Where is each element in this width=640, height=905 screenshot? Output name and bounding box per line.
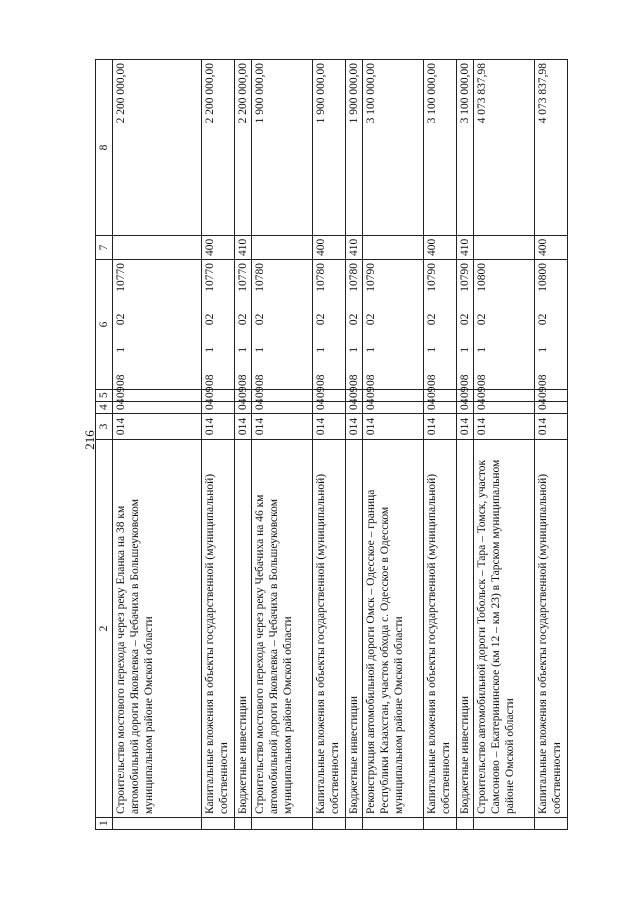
grbs-code: 014	[474, 414, 535, 440]
expense-type-code: 410	[346, 236, 363, 260]
item-name: Капитальные вложения в объекты государственной (муниципальной) собственности	[424, 440, 457, 818]
csr-part: 10800	[537, 263, 549, 292]
section-code: 04	[363, 402, 424, 414]
amount: 4 073 837,98	[474, 60, 535, 236]
col-header-2: 2	[96, 440, 113, 818]
subsection-code: 09	[457, 390, 474, 402]
target-article-code	[457, 260, 474, 390]
expense-type-code: 410	[457, 236, 474, 260]
csr-part: 10780	[348, 263, 360, 292]
target-article-code	[474, 260, 535, 390]
table-row	[535, 60, 568, 830]
csr-part: 02	[254, 313, 266, 326]
csr-part: 08	[315, 374, 327, 386]
csr-part: 02	[537, 313, 549, 326]
csr-part: 02	[459, 313, 471, 326]
csr-part: 08	[459, 374, 471, 386]
table-row	[313, 60, 346, 830]
section-code: 04	[252, 402, 313, 414]
item-name: Реконструкция автомобильной дороги Омск – Одесское – граница Республики Казахстан, участок обхода с. Одесское в Одесском муниципальном районе Омской области	[363, 440, 424, 818]
csr-part: 08	[348, 374, 360, 386]
csr-part: 02	[348, 313, 360, 326]
amount: 1 900 000,00	[313, 60, 346, 236]
row-number	[457, 818, 474, 830]
csr-part: 1	[115, 346, 127, 353]
section-code: 04	[202, 402, 235, 414]
target-article-code	[202, 260, 235, 390]
item-name: Бюджетные инвестиции	[457, 440, 474, 818]
item-name: Строительство мостового перехода через реку Еланка на 38 км автомобильной дороги Яковлевка – Чебачиха в Большеуковском муниципальном районе Омской области	[113, 440, 202, 818]
rotated-page	[95, 60, 620, 830]
grbs-code: 014	[535, 414, 568, 440]
csr-part: 10770	[237, 263, 249, 292]
target-article-code	[535, 260, 568, 390]
target-article-code	[235, 260, 252, 390]
section-code: 04	[457, 402, 474, 414]
expense-type-code	[252, 236, 313, 260]
subsection-code: 09	[363, 390, 424, 402]
subsection-code: 09	[313, 390, 346, 402]
item-name: Бюджетные инвестиции	[235, 440, 252, 818]
row-number	[252, 818, 313, 830]
table-row	[113, 60, 202, 830]
section-code: 04	[313, 402, 346, 414]
csr-part: 02	[426, 313, 438, 326]
col-header-6: 6	[96, 260, 113, 390]
csr-part: 08	[254, 374, 266, 386]
budget-table	[95, 59, 568, 830]
item-name: Капитальные вложения в объекты государственной (муниципальной) собственности	[202, 440, 235, 818]
csr-part: 08	[115, 374, 127, 386]
subsection-code: 09	[113, 390, 202, 402]
page-number: 216	[82, 430, 97, 450]
csr-part: 08	[365, 374, 377, 386]
item-name: Капитальные вложения в объекты государственной (муниципальной) собственности	[535, 440, 568, 818]
amount: 1 900 000,00	[252, 60, 313, 236]
expense-type-code: 400	[424, 236, 457, 260]
header-row	[96, 60, 113, 830]
table-row	[363, 60, 424, 830]
csr-part: 10800	[476, 263, 488, 292]
csr-part: 10790	[426, 263, 438, 292]
row-number	[235, 818, 252, 830]
expense-type-code: 400	[313, 236, 346, 260]
grbs-code: 014	[235, 414, 252, 440]
grbs-code: 014	[363, 414, 424, 440]
csr-part: 10770	[115, 263, 127, 292]
row-number	[363, 818, 424, 830]
expense-type-code	[113, 236, 202, 260]
item-name: Капитальные вложения в объекты государственной (муниципальной) собственности	[313, 440, 346, 818]
csr-part: 08	[476, 374, 488, 386]
section-code: 04	[113, 402, 202, 414]
csr-part: 10770	[204, 263, 216, 292]
col-header-8: 8	[96, 60, 113, 236]
csr-part: 02	[204, 313, 216, 326]
csr-part: 1	[204, 346, 216, 353]
section-code: 04	[424, 402, 457, 414]
section-code: 04	[474, 402, 535, 414]
row-number	[346, 818, 363, 830]
csr-part: 08	[237, 374, 249, 386]
target-article-code	[346, 260, 363, 390]
subsection-code: 09	[202, 390, 235, 402]
amount: 2 200 000,00	[113, 60, 202, 236]
amount: 3 100 000,00	[457, 60, 474, 236]
table-row	[457, 60, 474, 830]
csr-part: 1	[537, 346, 549, 353]
csr-part: 1	[237, 346, 249, 353]
csr-part: 10780	[315, 263, 327, 292]
subsection-code: 09	[424, 390, 457, 402]
csr-part: 02	[476, 313, 488, 326]
subsection-code: 09	[535, 390, 568, 402]
csr-part: 1	[476, 346, 488, 353]
row-number	[202, 818, 235, 830]
target-article-code	[424, 260, 457, 390]
amount: 2 200 000,00	[202, 60, 235, 236]
table-row	[424, 60, 457, 830]
row-number	[113, 818, 202, 830]
section-code: 04	[346, 402, 363, 414]
row-number	[313, 818, 346, 830]
csr-part: 1	[348, 346, 360, 353]
section-code: 04	[535, 402, 568, 414]
grbs-code: 014	[252, 414, 313, 440]
subsection-code: 09	[235, 390, 252, 402]
csr-part: 1	[254, 346, 266, 353]
subsection-code: 09	[346, 390, 363, 402]
item-name: Бюджетные инвестиции	[346, 440, 363, 818]
col-header-3: 3	[96, 414, 113, 440]
amount: 3 100 000,00	[363, 60, 424, 236]
expense-type-code	[474, 236, 535, 260]
csr-part: 1	[365, 346, 377, 353]
csr-part: 02	[365, 313, 377, 326]
csr-part: 08	[426, 374, 438, 386]
grbs-code: 014	[202, 414, 235, 440]
csr-part: 1	[426, 346, 438, 353]
target-article-code	[113, 260, 202, 390]
csr-part: 02	[237, 313, 249, 326]
table-row	[202, 60, 235, 830]
csr-part: 10780	[254, 263, 266, 292]
target-article-code	[252, 260, 313, 390]
grbs-code: 014	[313, 414, 346, 440]
amount: 2 200 000,00	[235, 60, 252, 236]
table-row	[474, 60, 535, 830]
subsection-code: 09	[474, 390, 535, 402]
csr-part: 10790	[365, 263, 377, 292]
target-article-code	[313, 260, 346, 390]
amount: 4 073 837,98	[535, 60, 568, 236]
col-header-7: 7	[96, 236, 113, 260]
expense-type-code: 410	[235, 236, 252, 260]
grbs-code: 014	[346, 414, 363, 440]
table-row	[346, 60, 363, 830]
col-header-4: 4	[96, 402, 113, 414]
target-article-code	[363, 260, 424, 390]
amount: 3 100 000,00	[424, 60, 457, 236]
row-number	[424, 818, 457, 830]
csr-part: 08	[204, 374, 216, 386]
col-header-5: 5	[96, 390, 113, 402]
section-code: 04	[235, 402, 252, 414]
csr-part: 02	[115, 313, 127, 326]
expense-type-code: 400	[535, 236, 568, 260]
expense-type-code	[363, 236, 424, 260]
item-name: Строительство автомобильной дороги Тобольск – Тара – Томск, участок Самсоново – Екатерининское (км 12 – км 23) в Тарском муниципальном районе Омской области	[474, 440, 535, 818]
subsection-code: 09	[252, 390, 313, 402]
csr-part: 10790	[459, 263, 471, 292]
amount: 1 900 000,00	[346, 60, 363, 236]
row-number	[474, 818, 535, 830]
grbs-code: 014	[113, 414, 202, 440]
csr-part: 02	[315, 313, 327, 326]
csr-part: 1	[459, 346, 471, 353]
csr-part: 08	[537, 374, 549, 386]
col-header-1: 1	[96, 818, 113, 830]
csr-part: 1	[315, 346, 327, 353]
grbs-code: 014	[424, 414, 457, 440]
table-row	[235, 60, 252, 830]
grbs-code: 014	[457, 414, 474, 440]
table-row	[252, 60, 313, 830]
item-name: Строительство мостового перехода через реку Чебачиха на 46 км автомобильной дороги Яковлевка – Чебачиха в Большеуковском муниципальном районе Омской области	[252, 440, 313, 818]
row-number	[535, 818, 568, 830]
expense-type-code: 400	[202, 236, 235, 260]
